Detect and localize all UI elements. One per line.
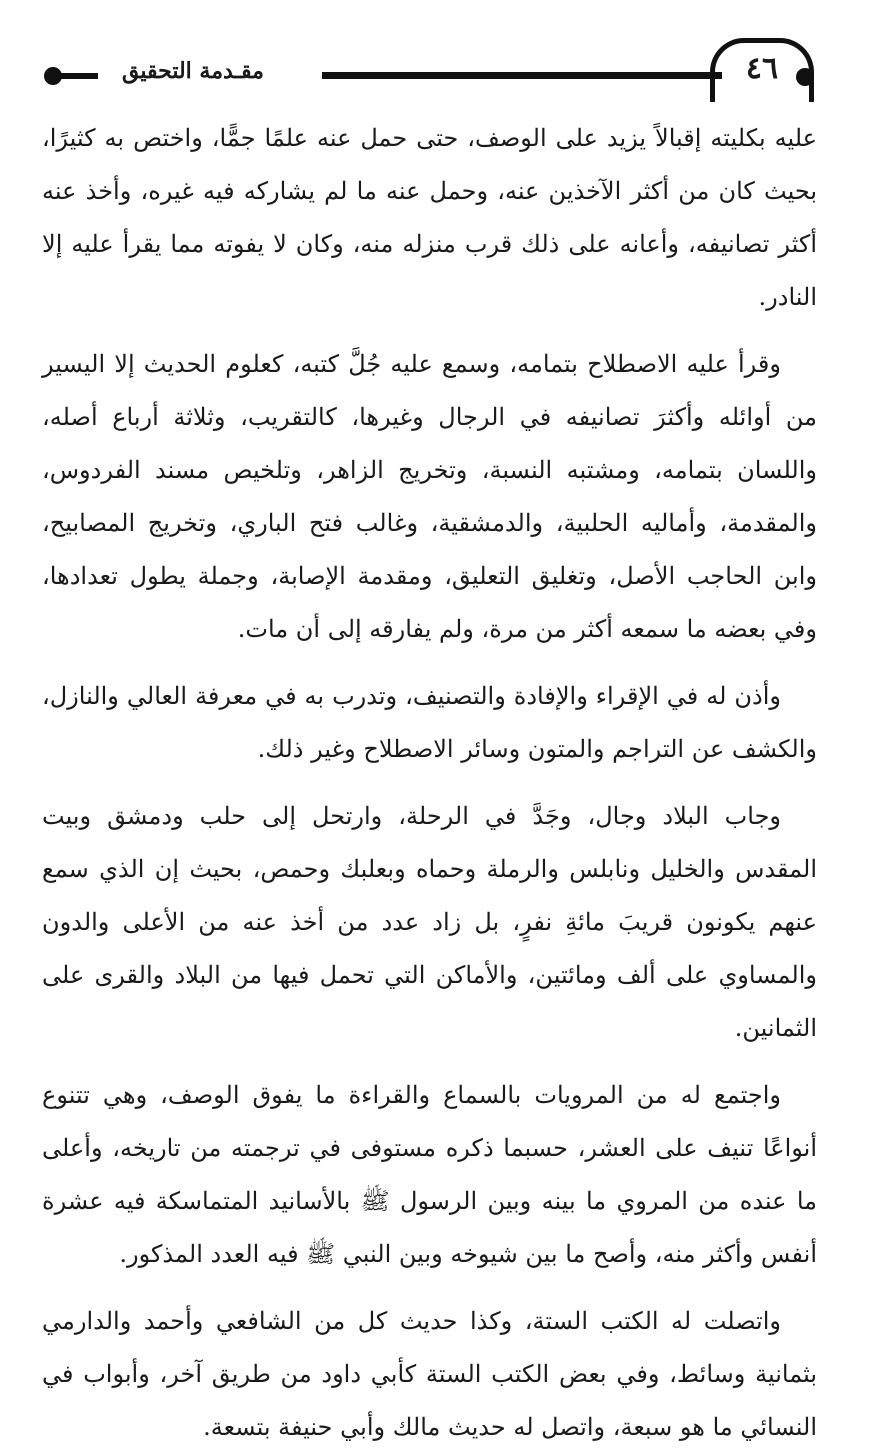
page-number: ٤٦ xyxy=(745,51,779,86)
page-body xyxy=(42,112,817,1454)
header-rule xyxy=(322,72,722,79)
page-header xyxy=(30,38,830,118)
paragraph: عليه بكليته إقبالاً يزيد على الوصف، حتى حمل عنه علمًا جمًّا، واختص به كثيرًا، بحيث كان من أكثر الآخذين عنه، وحمل عنه ما لم يشاركه فيه غيره، وأخذ عنه أكثر تصانيفه، وأعانه على ذلك قرب منزله منه، وكان لا يفوته مما يقرأ عليه إلا النادر. xyxy=(42,124,817,311)
paragraph: وجاب البلاد وجال، وجَدَّ في الرحلة، وارتحل إلى حلب ودمشق وبيت المقدس والخليل ونابلس والرملة وحماه وبعلبك وحمص، بحيث إن الذي سمع عنهم يكونون قريبَ مائةِ نفرٍ، بل زاد عدد من أخذ عنه من الأعلى والدون والمساوي على ألف ومائتين، والأماكن التي تحمل فيها من البلاد والقرى على الثمانين. xyxy=(42,802,818,1042)
paragraph: وقرأ عليه الاصطلاح بتمامه، وسمع عليه جُلَّ كتبه، كعلوم الحديث إلا اليسير من أوائله وأكثرَ تصانيفه في الرجال وغيرها، كالتقريب، وثلاثة أرباع أصله، واللسان بتمامه، ومشتبه النسبة، وتخريج الزاهر، وتلخيص مسند الفردوس، والمقدمة، وأماليه الحلبية، والدمشقية، وغالب فتح الباري، وتخريج المصابيح، وابن الحاجب الأصل، وتغليق التعليق، ومقدمة الإصابة، وجملة يطول تعدادها، وفي بعضه ما سمعه أكثر من مرة، ولم يفارقه إلى أن مات. xyxy=(42,350,817,643)
paragraph: واتصلت له الكتب الستة، وكذا حديث كل من الشافعي وأحمد والدارمي بثمانية وسائط، وفي بعض الكتب الستة كأبي داود من طريق آخر، وأبواب في النسائي ما هو سبعة، واتصل له حديث مالك وأبي حنيفة بتسعة. xyxy=(42,1307,817,1441)
paragraph: وأذن له في الإقراء والإفادة والتصنيف، وتدرب به في معرفة العالي والنازل، والكشف عن التراجم والمتون وسائر الاصطلاح وغير ذلك. xyxy=(42,682,817,763)
header-ornament-dash-left xyxy=(58,73,98,79)
running-title: مقـدمة التحقيق xyxy=(122,58,264,84)
paragraph: واجتمع له من المرويات بالسماع والقراءة ما يفوق الوصف، وهي تتنوع أنواعًا تنيف على العشر، حسبما ذكره مستوفى في ترجمته من تاريخه، وأعلى ما عنده من المروي ما بينه وبين الرسول ﷺ بالأسانيد المتماسكة فيه عشرة أنفس وأكثر منه، وأصح ما بين شيوخه وبين النبي ﷺ فيه العدد المذكور. xyxy=(42,1081,817,1268)
header-ornament-dot-right xyxy=(796,68,814,86)
